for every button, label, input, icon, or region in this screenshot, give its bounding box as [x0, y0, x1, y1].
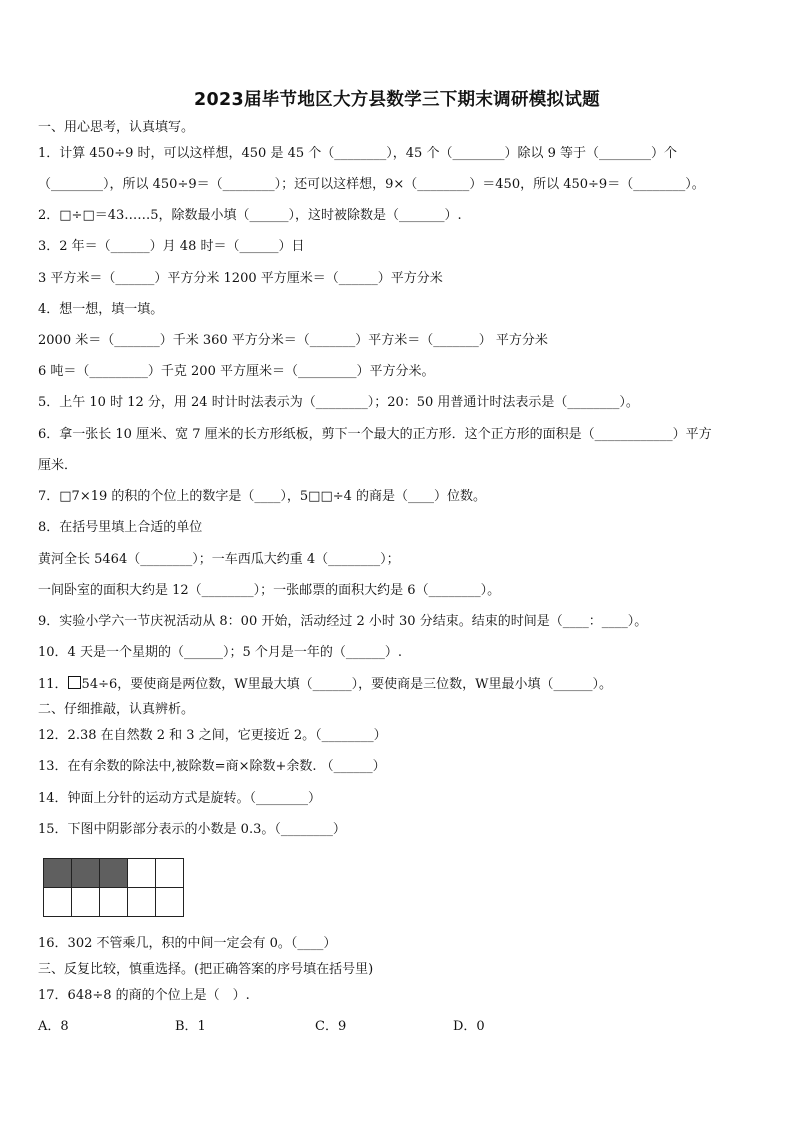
- question-3-line-1: 3．2 年＝（______）月 48 时＝（______）日: [38, 239, 305, 254]
- question-4-line-1: 2000 米＝（_______）千米 360 平方分米＝（_______）平方米＝（_______） 平方分米: [38, 333, 548, 348]
- section-2-heading: 二、仔细推敲，认真辨析。: [38, 702, 195, 717]
- question-1-line-1: 1．计算 450÷9 时，可以这样想，450 是 45 个（________），45 个（________）除以 9 等于（________）个: [38, 146, 677, 161]
- question-6-line-2: 厘米．: [38, 458, 78, 473]
- question-4-line-2: 6 吨＝（_________）千克 200 平方厘米＝（_________）平方分米。: [38, 364, 435, 379]
- grid-cell: [72, 888, 100, 917]
- question-7: 7．□7×19 的积的个位上的数字是（____），5□□÷4 的商是（____）位数。: [38, 489, 487, 504]
- grid-cell: [156, 859, 184, 888]
- grid-cell: [128, 888, 156, 917]
- question-16: 16．302 不管乘几，积的中间一定会有 0。（____）: [38, 936, 337, 951]
- blank-square-icon: [68, 676, 81, 689]
- question-3-line-2: 3 平方米＝（______）平方分米 1200 平方厘米＝（______）平方分米: [38, 271, 443, 286]
- choice-d: D．0: [453, 1019, 485, 1034]
- grid-cell-shaded: [100, 859, 128, 888]
- question-11-number: 11．: [38, 677, 68, 692]
- question-12: 12．2.38 在自然数 2 和 3 之间，它更接近 2。（________）: [38, 728, 387, 743]
- question-4-heading: 4．想一想，填一填。: [38, 302, 164, 317]
- grid-cell: [156, 888, 184, 917]
- question-11: [38, 676, 612, 694]
- grid-cell: [100, 888, 128, 917]
- grid-cell-shaded: [72, 859, 100, 888]
- grid-cell: [128, 859, 156, 888]
- choice-b: B．1: [175, 1019, 206, 1034]
- question-13: 13．在有余数的除法中,被除数=商×除数+余数. （______）: [38, 759, 386, 774]
- question-6-line-1: 6．拿一张长 10 厘米、宽 7 厘米的长方形纸板，剪下一个最大的正方形．这个正方形的面积是（____________）平方: [38, 427, 712, 442]
- question-8-line-1: 黄河全长 5464（________）；一车西瓜大约重 4（________）；: [38, 552, 400, 567]
- question-14: 14．钟面上分针的运动方式是旋转。（________）: [38, 791, 322, 806]
- page-title: 2023届毕节地区大方县数学三下期末调研模拟试题: [194, 90, 600, 110]
- question-2: 2．□÷□＝43……5，除数最小填（______），这时被除数是（_______）.: [38, 208, 462, 223]
- choice-c: C．9: [315, 1019, 347, 1034]
- section-1-heading: 一、用心思考，认真填写。: [38, 120, 195, 135]
- question-1-line-2: （________），所以 450÷9＝（________）；还可以这样想，9×（________）＝450，所以 450÷9＝（________）。: [38, 177, 705, 192]
- question-15: 15．下图中阴影部分表示的小数是 0.3。（________）: [38, 822, 346, 837]
- section-3-heading: 三、反复比较，慎重选择。(把正确答案的序号填在括号里): [38, 962, 374, 977]
- question-9: 9．实验小学六一节庆祝活动从 8：00 开始，活动经过 2 小时 30 分结束。结束的时间是（____：____）。: [38, 614, 648, 629]
- question-8-heading: 8．在括号里填上合适的单位: [38, 520, 203, 535]
- grid-cell-shaded: [44, 859, 72, 888]
- question-17: 17．648÷8 的商的个位上是（ ）.: [38, 988, 250, 1003]
- question-11-text: 54÷6，要使商是两位数，W里最大填（______），要使商是三位数，W里最小填（______）。: [81, 677, 612, 692]
- question-8-line-2: 一间卧室的面积大约是 12（________）；一张邮票的面积大约是 6（________）。: [38, 583, 501, 598]
- grid-cell: [44, 888, 72, 917]
- question-10: 10．4 天是一个星期的（______）；5 个月是一年的（______）.: [38, 645, 402, 660]
- choice-a: A．8: [38, 1019, 69, 1034]
- decimal-grid-figure: [43, 858, 184, 917]
- question-5: 5．上午 10 时 12 分，用 24 时计时法表示为（________）；20：50 用普通计时法表示是（________）。: [38, 395, 639, 410]
